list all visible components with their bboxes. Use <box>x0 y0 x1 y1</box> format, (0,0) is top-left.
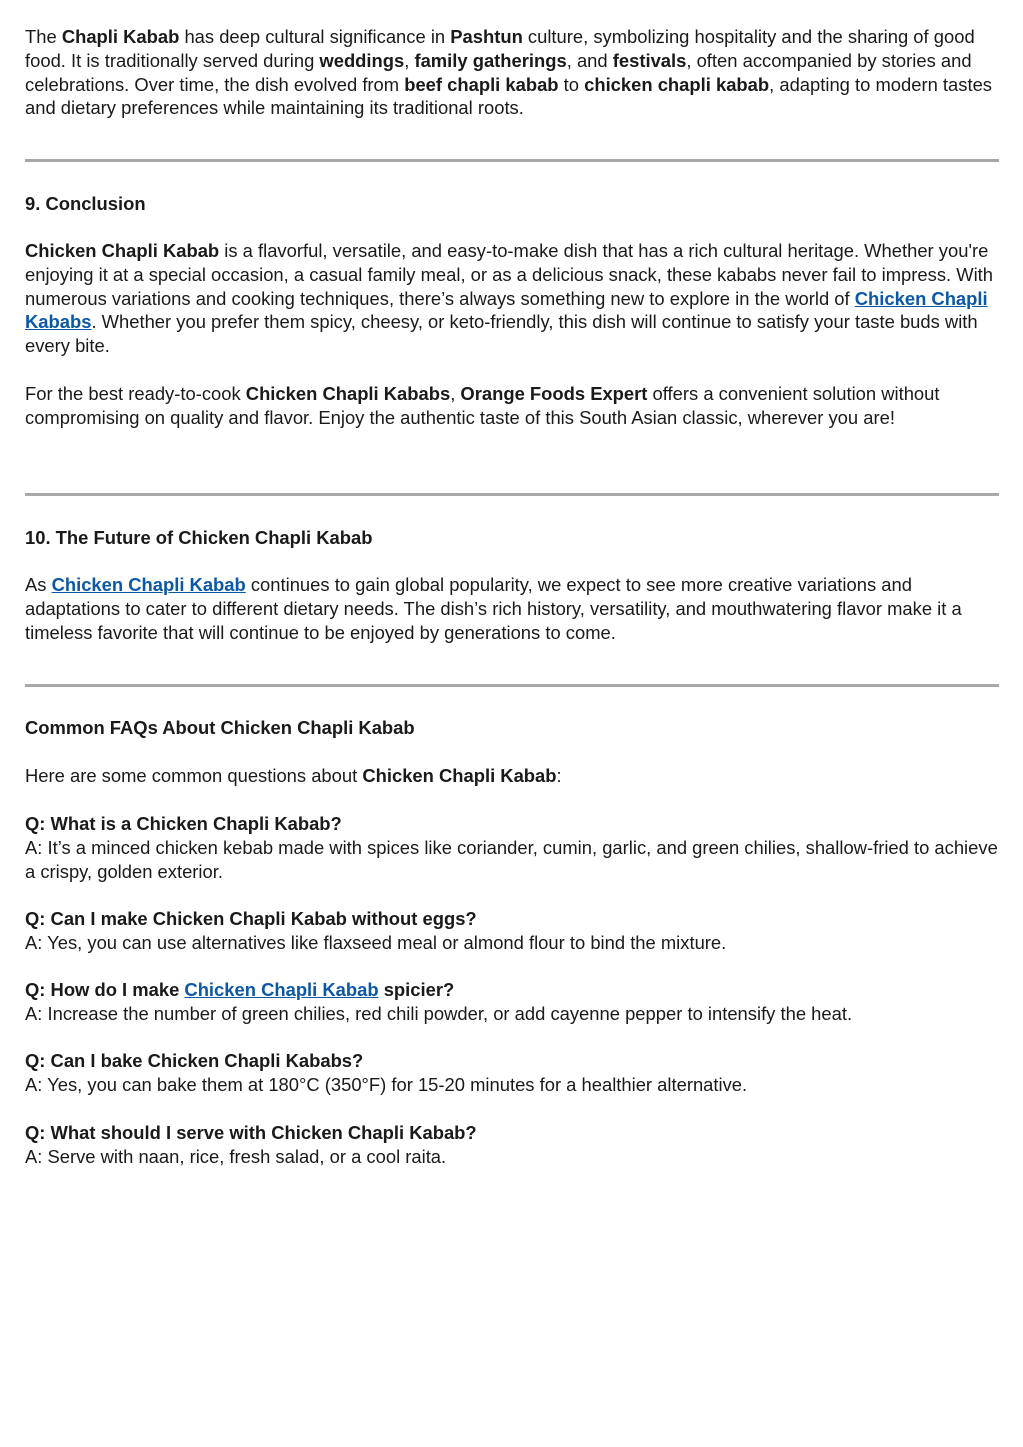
section-divider <box>25 159 999 162</box>
conclusion-heading: 9. Conclusion <box>25 193 146 214</box>
future-heading: 10. The Future of Chicken Chapli Kabab <box>25 527 373 548</box>
future-paragraph: As Chicken Chapli Kabab continues to gain global popularity, we expect to see more creative variations and adaptations to cater to different dietary needs. The dish’s rich history, versatility, and mouthwatering flavor make it a timeless favorite that will continue to be enjoyed by generations to come. <box>25 574 962 643</box>
faq-item <box>25 1049 1000 1097</box>
faqs-intro: Here are some common questions about Chicken Chapli Kabab: <box>25 765 562 786</box>
faq-item <box>25 812 1000 883</box>
faq-item <box>25 978 1000 1026</box>
section-divider <box>25 684 999 687</box>
chicken-chapli-kabab-link[interactable]: Chicken Chapli Kabab <box>184 979 379 1000</box>
faq-item <box>25 1121 1000 1169</box>
chicken-chapli-kabab-link[interactable]: Chicken Chapli Kabab <box>51 574 246 595</box>
intro-paragraph: The Chapli Kabab has deep cultural significance in Pashtun culture, symbolizing hospitality and the sharing of good food. It is traditionally served during weddings, family gatherings, and festivals, often accompanied by stories and celebrations. Over time, the dish evolved from beef chapli kabab to chicken chapli kabab, adapting to modern tastes and dietary preferences while maintaining its traditional roots. <box>25 26 992 119</box>
faq-question: Q: What should I serve with Chicken Chapli Kabab? <box>25 1122 477 1143</box>
conclusion-offer-paragraph: For the best ready-to-cook Chicken Chapli Kababs, Orange Foods Expert offers a convenient solution without compromising on quality and flavor. Enjoy the authentic taste of this South Asian classic, wherever you are! <box>25 383 940 428</box>
faq-answer: A: Yes, you can use alternatives like flaxseed meal or almond flour to bind the mixture. <box>25 931 727 953</box>
chicken-chapli-kababs-link[interactable]: Chicken Chapli Kababs <box>25 287 988 333</box>
faq-answer: A: Yes, you can bake them at 180°C (350°F) for 15-20 minutes for a healthier alternative. <box>25 1073 748 1095</box>
faqs-heading: Common FAQs About Chicken Chapli Kabab <box>25 717 415 738</box>
faq-question: Q: Can I bake Chicken Chapli Kababs? <box>25 1050 364 1071</box>
faq-answer: A: It’s a minced chicken kebab made with spices like coriander, cumin, garlic, and green chilies, shallow-fried to achieve a crispy, golden exterior. <box>25 836 998 882</box>
faq-question: Q: What is a Chicken Chapli Kabab? <box>25 813 342 834</box>
faq-item <box>25 907 1000 955</box>
faq-question: Q: How do I make Chicken Chapli Kabab spicier? <box>25 979 455 1000</box>
faq-answer: A: Increase the number of green chilies, red chili powder, or add cayenne pepper to intensify the heat. <box>25 1002 853 1024</box>
section-divider <box>25 493 999 496</box>
faq-answer: A: Serve with naan, rice, fresh salad, or a cool raita. <box>25 1145 447 1167</box>
conclusion-paragraph: Chicken Chapli Kabab is a flavorful, versatile, and easy-to-make dish that has a rich cultural heritage. Whether you're enjoying it at a special occasion, a casual family meal, or as a delicious snack, these kababs never fail to impress. With numerous variations and cooking techniques, there’s always something new to explore in the world of Chicken Chapli Kababs. Whether you prefer them spicy, cheesy, or keto-friendly, this dish will continue to satisfy your taste buds with every bite. <box>25 240 994 357</box>
faq-question: Q: Can I make Chicken Chapli Kabab without eggs? <box>25 908 477 929</box>
